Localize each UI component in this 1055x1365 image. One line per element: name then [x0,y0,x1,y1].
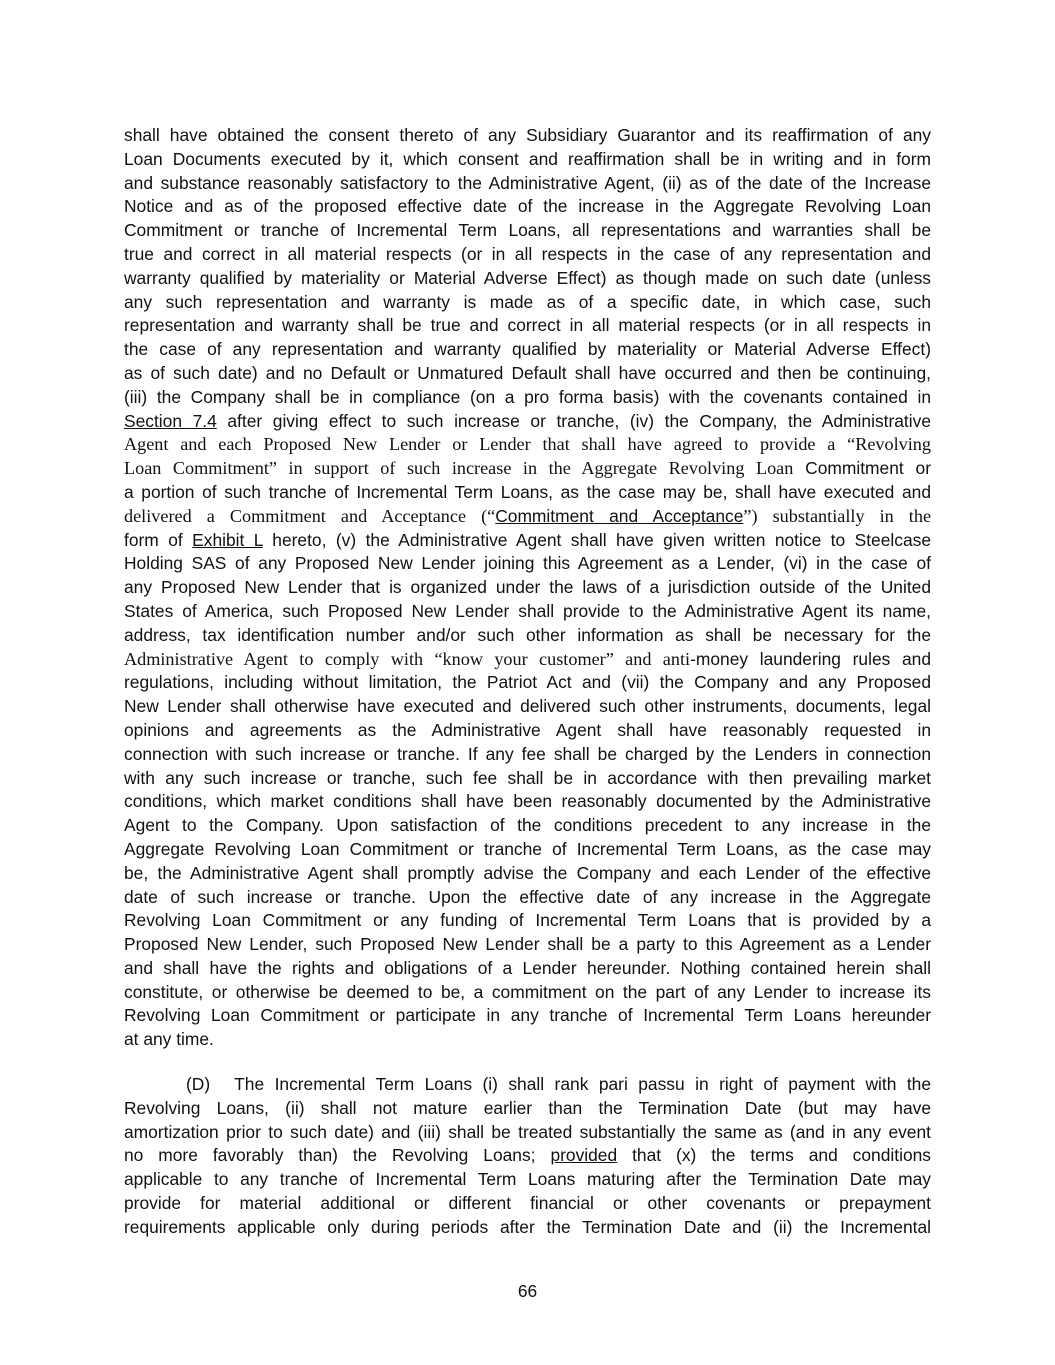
text-run: The Incremental Term Loans (i) shall rank pari passu in right of payment with the [234,1074,931,1094]
commitment-and-acceptance-term: Commitment and Acceptance [495,505,744,526]
text-line [124,648,931,672]
text-line: at any time. [124,1029,214,1050]
text-line: New Lender shall otherwise have executed and delivered such other instruments, documents, legal [124,696,931,717]
text-line: conditions, which market conditions shall have been reasonably documented by the Administrative [124,791,931,812]
text-line: Loan Documents executed by it, which consent and reaffirmation shall be in writing and in form [124,148,931,169]
text-run: Commitment or [793,458,931,479]
paragraph-d [124,1073,931,1240]
text-run: form of [124,529,193,550]
text-line: connection with such increase or tranche. If any fee shall be charged by the Lenders in connection [124,743,931,764]
text-line [124,529,931,553]
text-run: Administrative Agent to comply with “know your customer” and anti [124,648,691,669]
text-run: -money laundering rules and [690,648,932,669]
text-line [124,410,931,434]
text-run: Loan Commitment” in support of such increase in the Aggregate Revolving Loan [124,458,794,479]
text-line: Agent and each Proposed New Lender or Lender that shall have agreed to provide a “Revolving [124,434,931,455]
text-line: opinions and agreements as the Administrative Agent shall have reasonably requested in [124,719,931,740]
text-line: Commitment or tranche of Incremental Term Loans, all representations and warranties shall be [124,220,931,241]
text-line: constitute, or otherwise be deemed to be, a commitment on the part of any Lender to increase its [124,981,931,1002]
text-line: requirements applicable only during periods after the Termination Date and (ii) the Incremental [124,1216,931,1237]
text-line: and substance reasonably satisfactory to the Administrative Agent, (ii) as of the date of the Increase [124,172,931,193]
text-line: provide for material additional or different financial or other covenants or prepayment [124,1192,931,1213]
text-line: warranty qualified by materiality or Material Adverse Effect) as though made on such date (unless [124,267,931,288]
text-run: after giving effect to such increase or tranche, (iv) the Company, the Administrative [216,410,931,431]
text-line: as of such date) and no Default or Unmatured Default shall have occurred and then be continuing, [124,362,931,383]
paragraph-marker: (D) [186,1074,211,1094]
text-line: be, the Administrative Agent shall promptly advise the Company and each Lender of the effective [124,862,931,883]
text-run: that (x) the terms and conditions [617,1145,931,1166]
text-line: and shall have the rights and obligations of a Lender hereunder. Nothing contained herein shall [124,957,931,978]
paragraph-continuation [124,124,931,1052]
text-line: Revolving Loans, (ii) shall not mature earlier than the Termination Date (but may have [124,1097,931,1118]
page-number: 66 [517,1281,538,1301]
text-line [124,1073,931,1097]
text-line: amortization prior to such date) and (iii) shall be treated substantially the same as (and in any event [124,1121,931,1142]
text-line [124,1144,931,1168]
text-line: Revolving Loan Commitment or participate in any tranche of Incremental Term Loans hereunder [124,1005,931,1026]
text-run: ”) substantially in the [743,505,932,526]
section-7-4-link[interactable]: Section 7.4 [124,410,217,431]
text-line: Holding SAS of any Proposed New Lender joining this Agreement as a Lender, (vi) in the case of [124,553,931,574]
text-line [124,505,931,529]
text-line: applicable to any tranche of Incremental Term Loans maturing after the Termination Date may [124,1169,931,1190]
text-line: States of America, such Proposed New Lender shall provide to the Administrative Agent its name, [124,600,931,621]
text-line: address, tax identification number and/or such other information as shall be necessary for the [124,624,931,645]
text-run: no more favorably than) the Revolving Loans; [124,1145,551,1166]
text-line: the case of any representation and warranty qualified by materiality or Material Adverse Effect) [124,339,931,360]
exhibit-l-link[interactable]: Exhibit L [192,529,263,550]
text-line: Proposed New Lender, such Proposed New Lender shall be a party to this Agreement as a Lender [124,934,931,955]
text-line: true and correct in all material respects (or in all respects in the case of any representation and [124,243,931,264]
text-line: Agent to the Company. Upon satisfaction of the conditions precedent to any increase in the [124,815,931,836]
text-line: Notice and as of the proposed effective date of the increase in the Aggregate Revolving Loan [124,196,931,217]
text-line: Revolving Loan Commitment or any funding of Incremental Term Loans that is provided by a [124,910,931,931]
text-run: hereto, (v) the Administrative Agent shall have given written notice to Steelcase [262,529,931,550]
text-line: shall have obtained the consent thereto of any Subsidiary Guarantor and its reaffirmation of any [124,125,931,145]
text-line: regulations, including without limitation, the Patriot Act and (vii) the Company and any Proposed [124,672,931,693]
text-line: any Proposed New Lender that is organized under the laws of a jurisdiction outside of the United [124,577,931,598]
text-line: Aggregate Revolving Loan Commitment or tranche of Incremental Term Loans, as the case may [124,838,931,859]
text-line: (iii) the Company shall be in compliance (on a pro forma basis) with the covenants contained in [124,386,931,407]
provided-term: provided [550,1145,618,1166]
text-run: delivered a Commitment and Acceptance (“ [124,505,496,526]
text-line: with any such increase or tranche, such fee shall be in accordance with then prevailing market [124,767,931,788]
text-line: any such representation and warranty is made as of a specific date, in which case, such [124,291,931,312]
text-line: a portion of such tranche of Incremental Term Loans, as the case may be, shall have executed and [124,481,931,502]
text-line: date of such increase or tranche. Upon the effective date of any increase in the Aggregate [124,886,931,907]
text-line [124,457,931,481]
text-line: representation and warranty shall be true and correct in all material respects (or in all respects in [124,315,931,336]
